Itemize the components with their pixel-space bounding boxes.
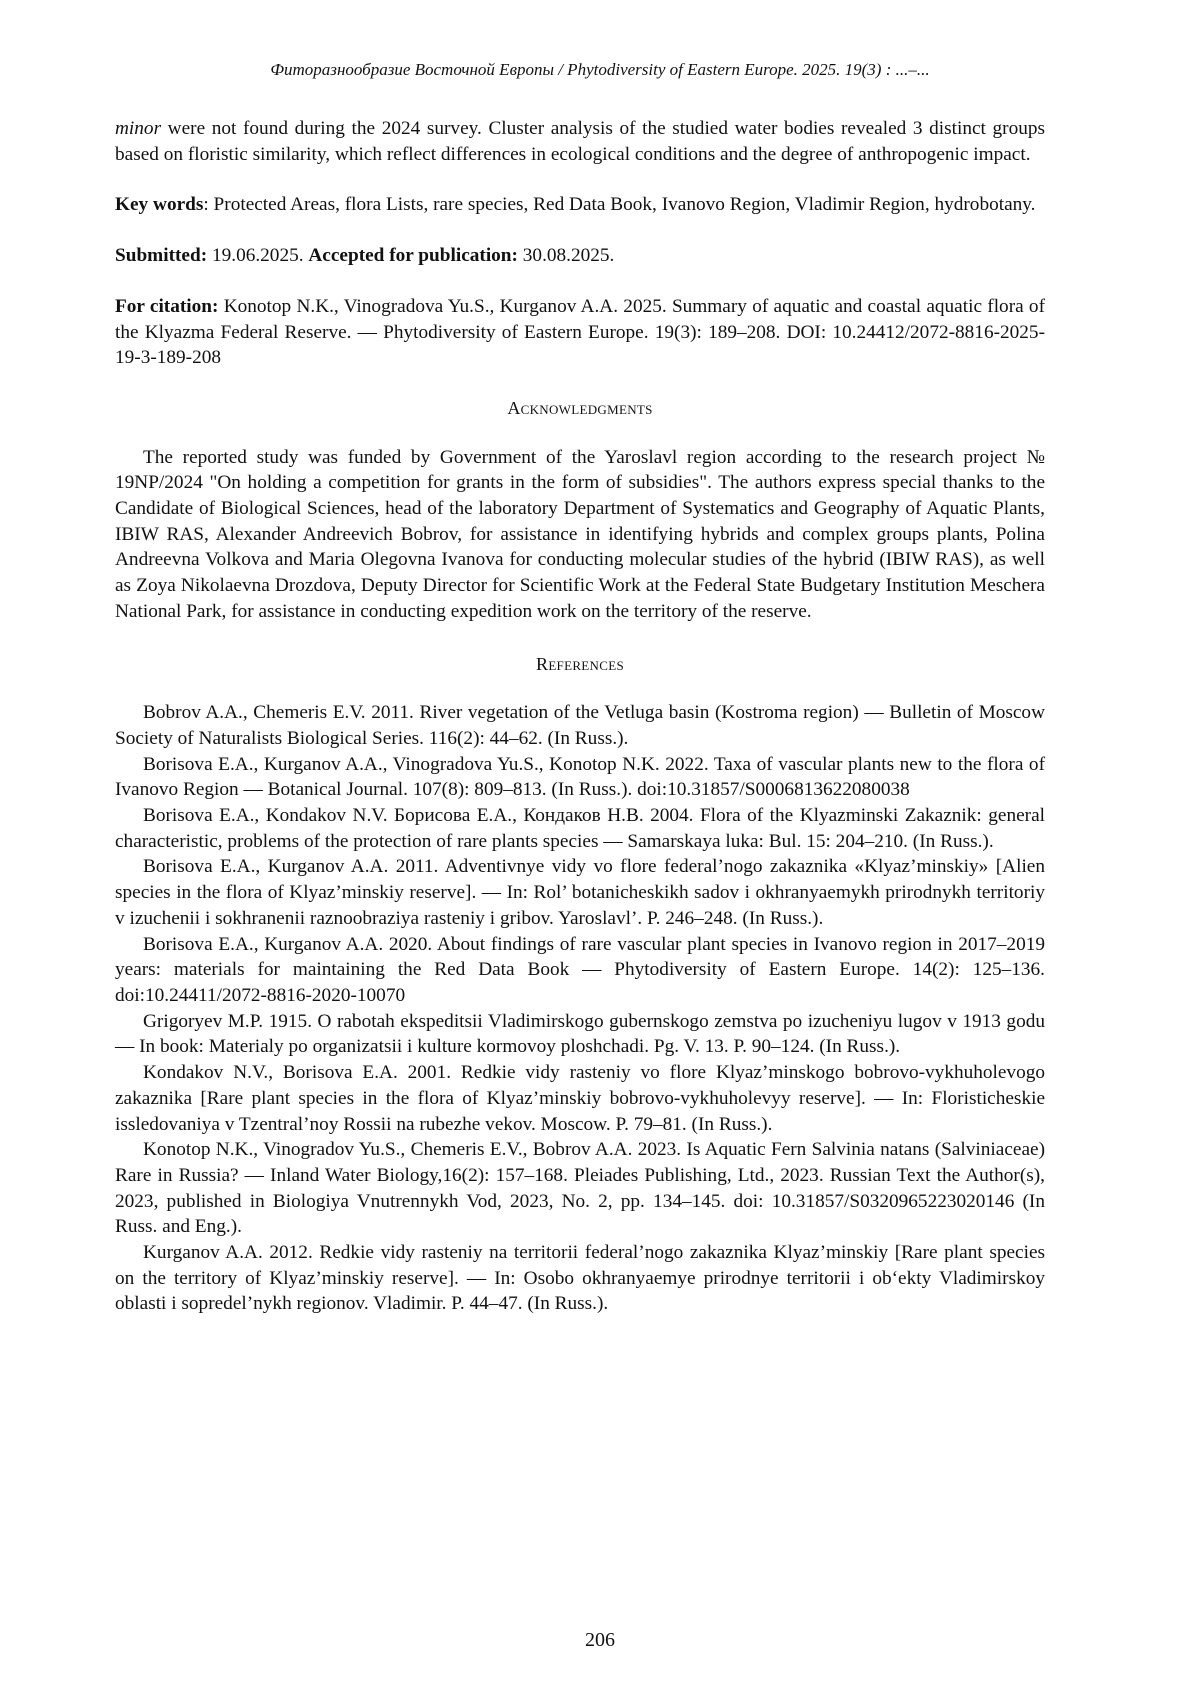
abstract-tail (115, 116, 1045, 167)
reference-item: Bobrov A.A., Chemeris E.V. 2011. River vegetation of the Vetluga basin (Kostroma region) — Bulletin of Moscow Society of Naturalists Biological Series. 116(2): 44–62. (In Russ.). (115, 700, 1045, 751)
keywords-text: : Protected Areas, flora Lists, rare species, Red Data Book, Ivanovo Region, Vladimir Region, hydrobotany. (203, 194, 1035, 215)
accepted-label: Accepted for publication: (308, 245, 518, 266)
reference-item: Borisova E.A., Kondakov N.V. Борисова Е.А., Кондаков Н.В. 2004. Flora of the Klyazminski Zakaznik: general characteristic, problems of the protection of rare plants species — Samarskaya luka: Bul. 15: 204–210. (In Russ.). (115, 803, 1045, 854)
species-name: minor (115, 118, 161, 139)
page-number: 206 (0, 1628, 1200, 1652)
reference-item: Kurganov A.A. 2012. Redkie vidy rasteniy na territorii federal’nogo zakaznika Klyaz’minskiy [Rare plant species on the territory of Klyaz’minskiy reserve]. — In: Osobo okhranyaemye prirodnye territorii i ob‘ekty Vladimirskoy oblasti i sopredel’nykh regionov. Vladimir. P. 44–47. (In Russ.). (115, 1240, 1045, 1317)
running-head: Фиторазнообразие Восточной Европы / Phytodiversity of Eastern Europe. 2025. 19(3) : ...–... (0, 59, 1200, 81)
abstract-tail-text: were not found during the 2024 survey. Cluster analysis of the studied water bodies revealed 3 distinct groups based on floristic similarity, which reflect differences in ecological conditions and the degree of anthropogenic impact. (115, 118, 1045, 165)
submitted-date: 19.06.2025. (207, 245, 308, 266)
reference-item: Grigoryev M.P. 1915. O rabotah ekspeditsii Vladimirskogo gubernskogo zemstva po izucheniyu lugov v 1913 godu — In book: Materialy po organizatsii i kulture kormovoy ploshchadi. Pg. V. 13. P. 90–124. (In Russ.). (115, 1009, 1045, 1060)
accepted-date: 30.08.2025. (518, 245, 614, 266)
keywords (115, 192, 1045, 218)
citation (115, 294, 1045, 371)
acknowledgments-text: The reported study was funded by Government of the Yaroslavl region according to the research project № 19NP/2024 "On holding a competition for grants in the form of subsidies". The authors express special thanks to the Candidate of Biological Sciences, head of the laboratory Department of Systematics and Geography of Aquatic Plants, IBIW RAS, Alexander Andreevich Bobrov, for assistance in identifying hybrids and complex groups plants, Polina Andreevna Volkova and Maria Olegovna Ivanova for conducting molecular studies of the hybrid (IBIW RAS), as well as Zoya Nikolaevna Drozdova, Deputy Director for Scientific Work at the Federal State Budgetary Institution Meschera National Park, for assistance in conducting expedition work on the territory of the reserve. (115, 445, 1045, 625)
reference-item: Konotop N.K., Vinogradov Yu.S., Chemeris E.V., Bobrov A.A. 2023. Is Aquatic Fern Salvinia natans (Salviniaceae) Rare in Russia? — Inland Water Biology,16(2): 157–168. Pleiades Publishing, Ltd., 2023. Russian Text the Author(s), 2023, published in Biologiya Vnutrennykh Vod, 2023, No. 2, pp. 134–145. doi: 10.31857/S0320965223020146 (In Russ. and Eng.). (115, 1137, 1045, 1240)
citation-label: For citation: (115, 296, 218, 317)
acknowledgments-heading: Acknowledgments (115, 396, 1045, 422)
reference-item: Kondakov N.V., Borisova E.A. 2001. Redkie vidy rasteniy vo flore Klyaz’minskogo bobrovo-vykhuholevogo zakaznika [Rare plant species in the flora of Klyaz’minskiy bobrovo-vykhuholevyy reserve]. — In: Floristicheskie issledovaniya v Tzentral’noy Rossii na rubezhe vekov. Moscow. P. 79–81. (In Russ.). (115, 1060, 1045, 1137)
reference-item: Borisova E.A., Kurganov A.A. 2020. About findings of rare vascular plant species in Ivanovo region in 2017–2019 years: materials for maintaining the Red Data Book — Phytodiversity of Eastern Europe. 14(2): 125–136. doi:10.24411/2072-8816-2020-10070 (115, 932, 1045, 1009)
main-content (115, 116, 1045, 1317)
reference-item: Borisova E.A., Kurganov A.A. 2011. Adventivnye vidy vo flore federal’nogo zakaznika «Klyaz’minskiy» [Alien species in the flora of Klyaz’minskiy reserve]. — In: Rol’ botanicheskikh sadov i okhranyaemykh prirodnykh territoriy v izuchenii i sokhranenii raznoobraziya rasteniy i gribov. Yaroslavl’. P. 246–248. (In Russ.). (115, 854, 1045, 931)
citation-text: Konotop N.K., Vinogradova Yu.S., Kurganov A.A. 2025. Summary of aquatic and coastal aquatic flora of the Klyazma Federal Reserve. — Phytodiversity of Eastern Europe. 19(3): 189–208. DOI: 10.24412/2072-8816-2025-19-3-189-208 (115, 296, 1045, 368)
submission-dates (115, 243, 1045, 269)
keywords-label: Key words (115, 194, 203, 215)
submitted-label: Submitted: (115, 245, 207, 266)
document-page (0, 0, 1200, 1697)
reference-item: Borisova E.A., Kurganov A.A., Vinogradova Yu.S., Konotop N.K. 2022. Taxa of vascular plants new to the flora of Ivanovo Region — Botanical Journal. 107(8): 809–813. (In Russ.). doi:10.31857/S0006813622080038 (115, 752, 1045, 803)
references-heading: References (115, 652, 1045, 678)
references-list (115, 700, 1045, 1317)
